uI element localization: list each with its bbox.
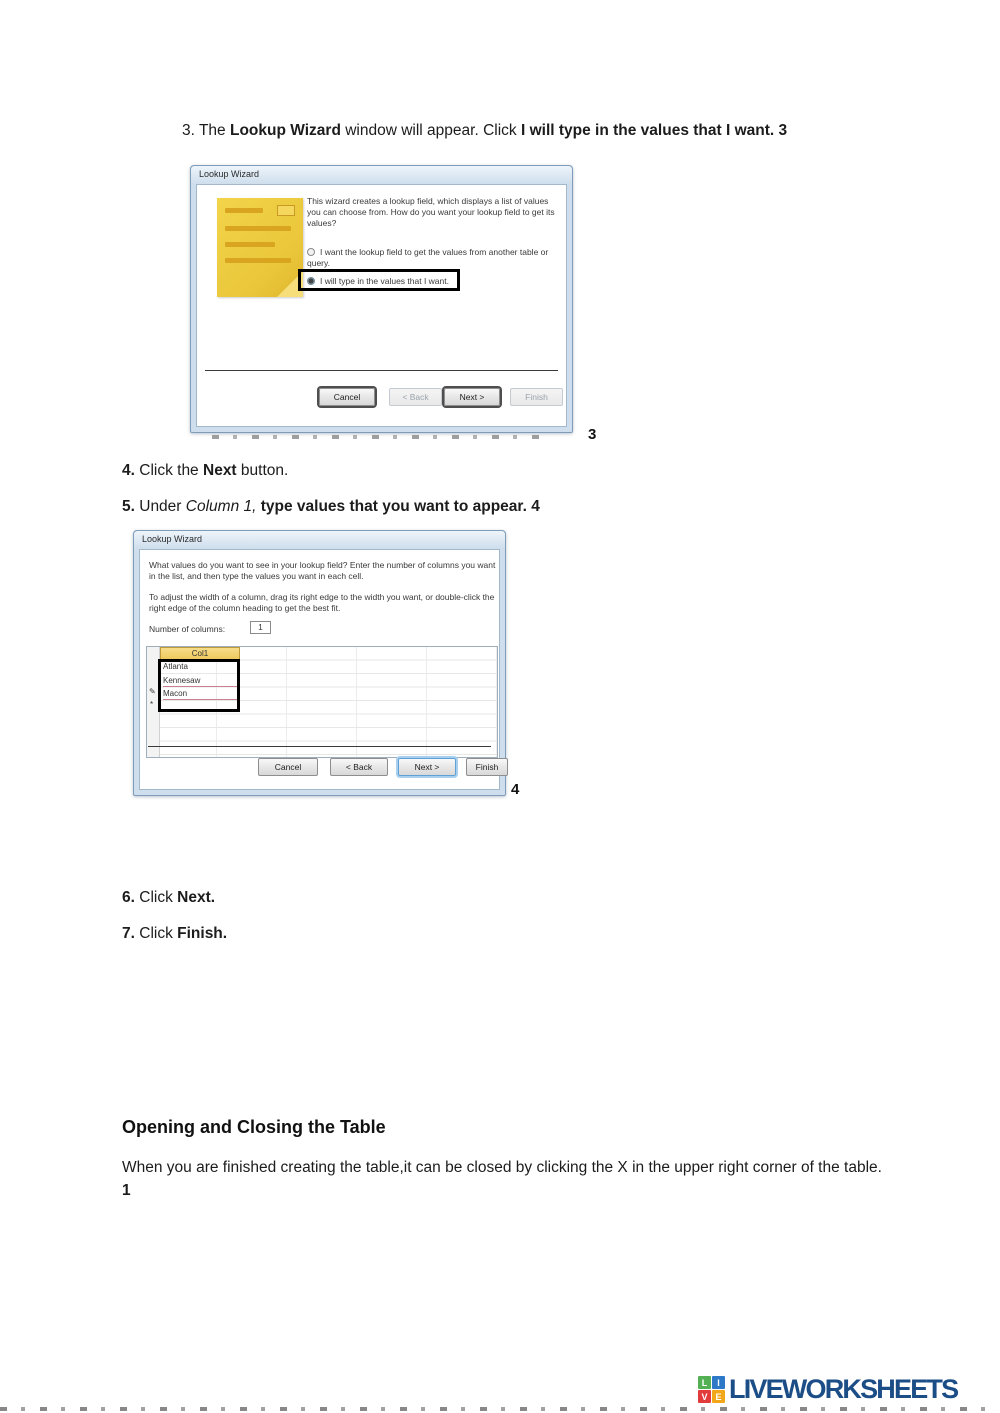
logo-tile-e: E bbox=[712, 1390, 725, 1403]
lookup-wizard-dialog-2 bbox=[133, 530, 506, 796]
cropped-caption-line bbox=[212, 435, 547, 439]
logo-tile-i: I bbox=[712, 1376, 725, 1389]
number-of-columns-input[interactable]: 1 bbox=[250, 621, 271, 634]
dialog2-question-text: What values do you want to see in your lookup field? Enter the number of columns you want in the list, and then type the values you want in each cell. bbox=[149, 560, 496, 581]
new-row-asterisk-icon: * bbox=[150, 700, 154, 709]
wizard-artwork bbox=[217, 198, 303, 297]
radio-unselected-icon[interactable] bbox=[307, 248, 315, 256]
step-5-text: Under bbox=[134, 498, 186, 515]
step-5-italic-column1: Column 1, bbox=[185, 498, 257, 515]
dialog1-title-bar[interactable] bbox=[191, 166, 572, 184]
step-4-instruction bbox=[122, 462, 822, 480]
dialog1-title: Lookup Wizard bbox=[199, 169, 260, 179]
dialog2-separator bbox=[148, 746, 491, 747]
radio-option-from-table[interactable] bbox=[307, 247, 559, 269]
step-3-bold-lookup-wizard: Lookup Wizard bbox=[229, 122, 341, 139]
grid-column-header-col1[interactable]: Col1 bbox=[160, 647, 240, 660]
number-of-columns-label: Number of columns: bbox=[149, 624, 226, 634]
back-button-2[interactable]: < Back bbox=[330, 758, 388, 776]
grid-cell-atlanta[interactable]: Atlanta bbox=[163, 662, 188, 671]
highlight-box-radio bbox=[298, 269, 460, 291]
radio-type-values-label: I will type in the values that I want. bbox=[320, 276, 449, 286]
step-3-instruction bbox=[182, 122, 882, 140]
dialog2-title: Lookup Wizard bbox=[142, 534, 203, 544]
step-4-bold-next: Next bbox=[203, 462, 237, 479]
closing-paragraph bbox=[122, 1156, 882, 1202]
values-grid[interactable] bbox=[146, 646, 498, 758]
step-7-instruction bbox=[122, 925, 227, 943]
step-6-number: 6. bbox=[122, 889, 135, 906]
step-3-text: The bbox=[194, 122, 230, 139]
liveworksheets-logo-icon bbox=[698, 1376, 725, 1403]
step-3-number: 3. bbox=[182, 122, 195, 139]
step-4-text: Click the bbox=[134, 462, 203, 479]
step-7-text: Click bbox=[134, 925, 178, 942]
art-field-box bbox=[277, 205, 295, 216]
step-6-bold-next: Next. bbox=[177, 889, 216, 906]
closing-paragraph-text: When you are finished creating the table,it can be closed by clicking the X in the upper right corner of the table. bbox=[122, 1159, 882, 1176]
liveworksheets-wordmark: LIVEWORKSHEETS bbox=[729, 1374, 958, 1404]
dialog2-title-bar[interactable] bbox=[134, 531, 505, 549]
next-button-2[interactable]: Next > bbox=[398, 758, 456, 776]
dialog1-body bbox=[196, 184, 567, 427]
art-line bbox=[225, 208, 263, 213]
row-edit-pencil-icon: ✎ bbox=[149, 687, 156, 696]
step-7-bold-finish: Finish. bbox=[177, 925, 228, 942]
step-7-number: 7. bbox=[122, 925, 135, 942]
radio-from-table-label: I want the lookup field to get the values from another table or query. bbox=[307, 247, 549, 268]
lookup-wizard-dialog-1 bbox=[190, 165, 573, 433]
logo-tile-v: V bbox=[698, 1390, 711, 1403]
logo-tile-l: L bbox=[698, 1376, 711, 1389]
step-3-text2: window will appear. Click bbox=[340, 122, 521, 139]
dialog1-intro-text: This wizard creates a lookup field, which displays a list of values you can choose from. How do you want your lookup field to get its values? bbox=[307, 196, 555, 228]
closing-paragraph-number: 1 bbox=[122, 1182, 131, 1199]
next-button[interactable]: Next > bbox=[444, 388, 500, 406]
step-4-number: 4. bbox=[122, 462, 135, 479]
section-heading: Opening and Closing the Table bbox=[122, 1117, 386, 1137]
dialog2-adjust-text: To adjust the width of a column, drag its right edge to the width you want, or double-click the right edge of the column heading to get the best fit. bbox=[149, 592, 495, 613]
art-line bbox=[225, 242, 275, 247]
finish-button[interactable]: Finish bbox=[510, 388, 563, 406]
figure-number-3: 3 bbox=[588, 426, 597, 443]
step-4-text2: button. bbox=[236, 462, 289, 479]
dialog2-body bbox=[139, 549, 500, 790]
liveworksheets-logo bbox=[698, 1374, 957, 1405]
highlight-box-values bbox=[158, 659, 240, 712]
dialog1-separator bbox=[205, 370, 558, 371]
art-line bbox=[225, 226, 291, 231]
figure-number-4: 4 bbox=[511, 781, 520, 798]
grid-cell-kennesaw[interactable]: Kennesaw bbox=[163, 674, 237, 687]
finish-button-2[interactable]: Finish bbox=[466, 758, 508, 776]
step-5-bold-action: type values that you want to appear. 4 bbox=[256, 498, 540, 515]
step-6-instruction bbox=[122, 889, 215, 907]
step-5-number: 5. bbox=[122, 498, 135, 515]
art-line bbox=[225, 258, 291, 263]
back-button[interactable]: < Back bbox=[389, 388, 442, 406]
step-5-instruction bbox=[122, 498, 822, 516]
grid-cell-macon[interactable]: Macon bbox=[163, 687, 237, 700]
cropped-bottom-line bbox=[0, 1407, 1000, 1411]
cancel-button[interactable]: Cancel bbox=[319, 388, 375, 406]
step-3-bold-action: I will type in the values that I want. 3 bbox=[520, 122, 788, 139]
step-6-text: Click bbox=[134, 889, 178, 906]
cancel-button-2[interactable]: Cancel bbox=[258, 758, 318, 776]
